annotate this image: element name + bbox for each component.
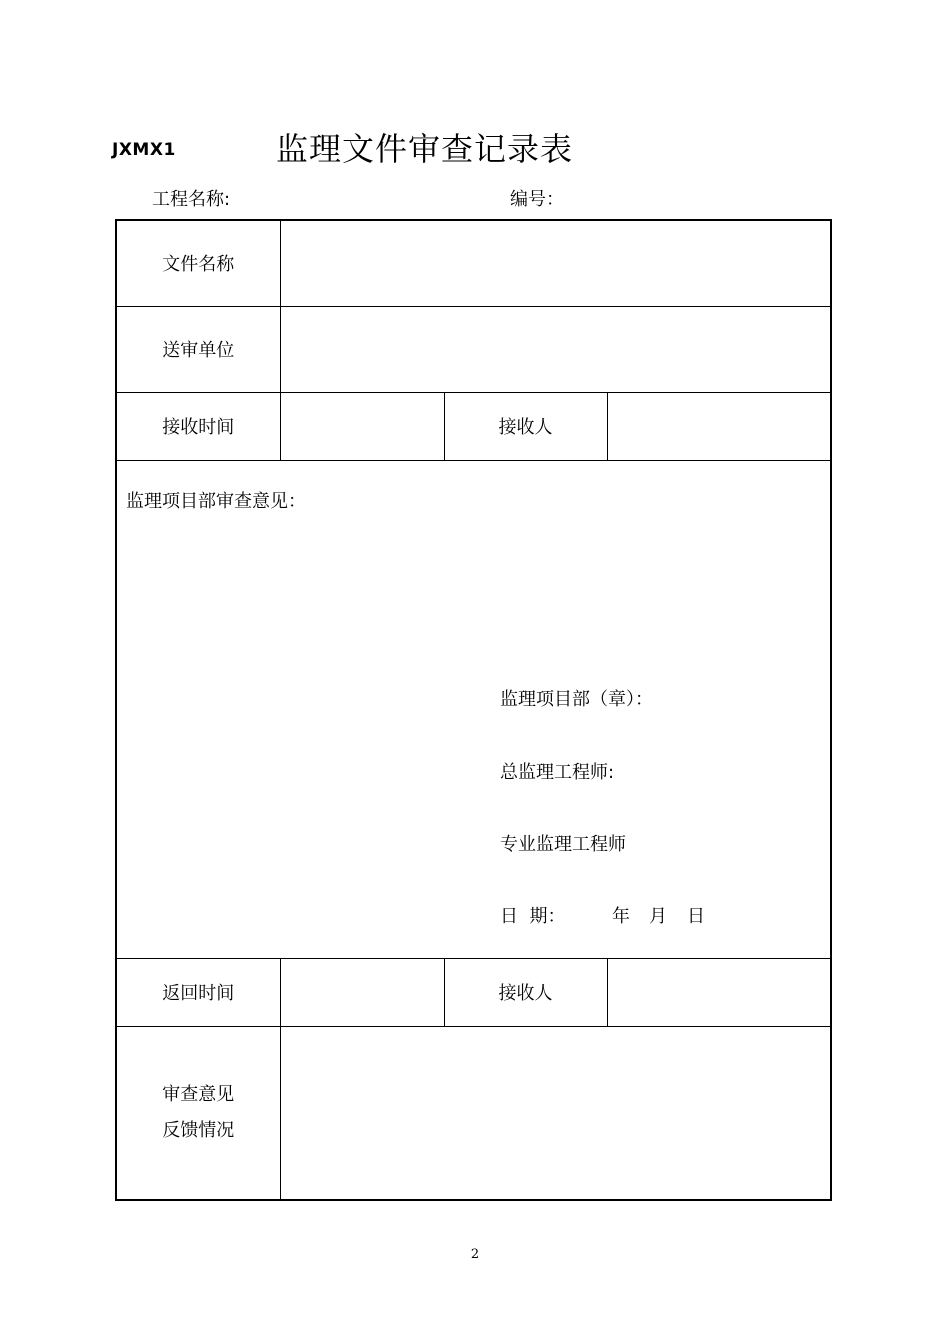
form-code: JXMX1	[112, 140, 176, 160]
date-row	[500, 902, 705, 928]
receiver-label: 接收人	[444, 392, 607, 460]
feedback-label-line2: 反馈情况	[162, 1119, 235, 1141]
dept-seal-label: 监理项目部（章）：	[500, 688, 653, 710]
review-record-table	[115, 219, 832, 1201]
file-name-field[interactable]	[280, 220, 831, 306]
year-label: 年	[612, 905, 630, 927]
return-time-label: 返回时间	[116, 958, 280, 1026]
return-time-field[interactable]	[280, 958, 444, 1026]
receive-time-field[interactable]	[280, 392, 444, 460]
submitting-unit-field[interactable]	[280, 306, 831, 392]
page-number: 2	[470, 1247, 480, 1262]
page-title: 监理文件审查记录表	[276, 130, 574, 168]
date-label: 日 期：	[500, 905, 566, 927]
chief-engineer-label: 总监理工程师:	[500, 761, 615, 783]
feedback-label-line1: 审查意见	[162, 1083, 235, 1105]
month-label: 月	[649, 905, 667, 927]
project-name-label: 工程名称:	[152, 189, 231, 210]
review-opinion-area[interactable]	[116, 460, 831, 958]
day-label: 日	[687, 905, 705, 927]
review-opinion-heading: 监理项目部审查意见：	[126, 490, 306, 512]
feedback-field[interactable]	[280, 1026, 831, 1200]
feedback-label	[116, 1026, 280, 1200]
receiver-field[interactable]	[607, 392, 831, 460]
receiver-field-return[interactable]	[607, 958, 831, 1026]
submitting-unit-label: 送审单位	[116, 306, 280, 392]
file-name-label: 文件名称	[116, 220, 280, 306]
specialty-engineer-label: 专业监理工程师	[500, 833, 626, 855]
number-label: 编号：	[510, 189, 564, 210]
receiver-label-return: 接收人	[444, 958, 607, 1026]
receive-time-label: 接收时间	[116, 392, 280, 460]
